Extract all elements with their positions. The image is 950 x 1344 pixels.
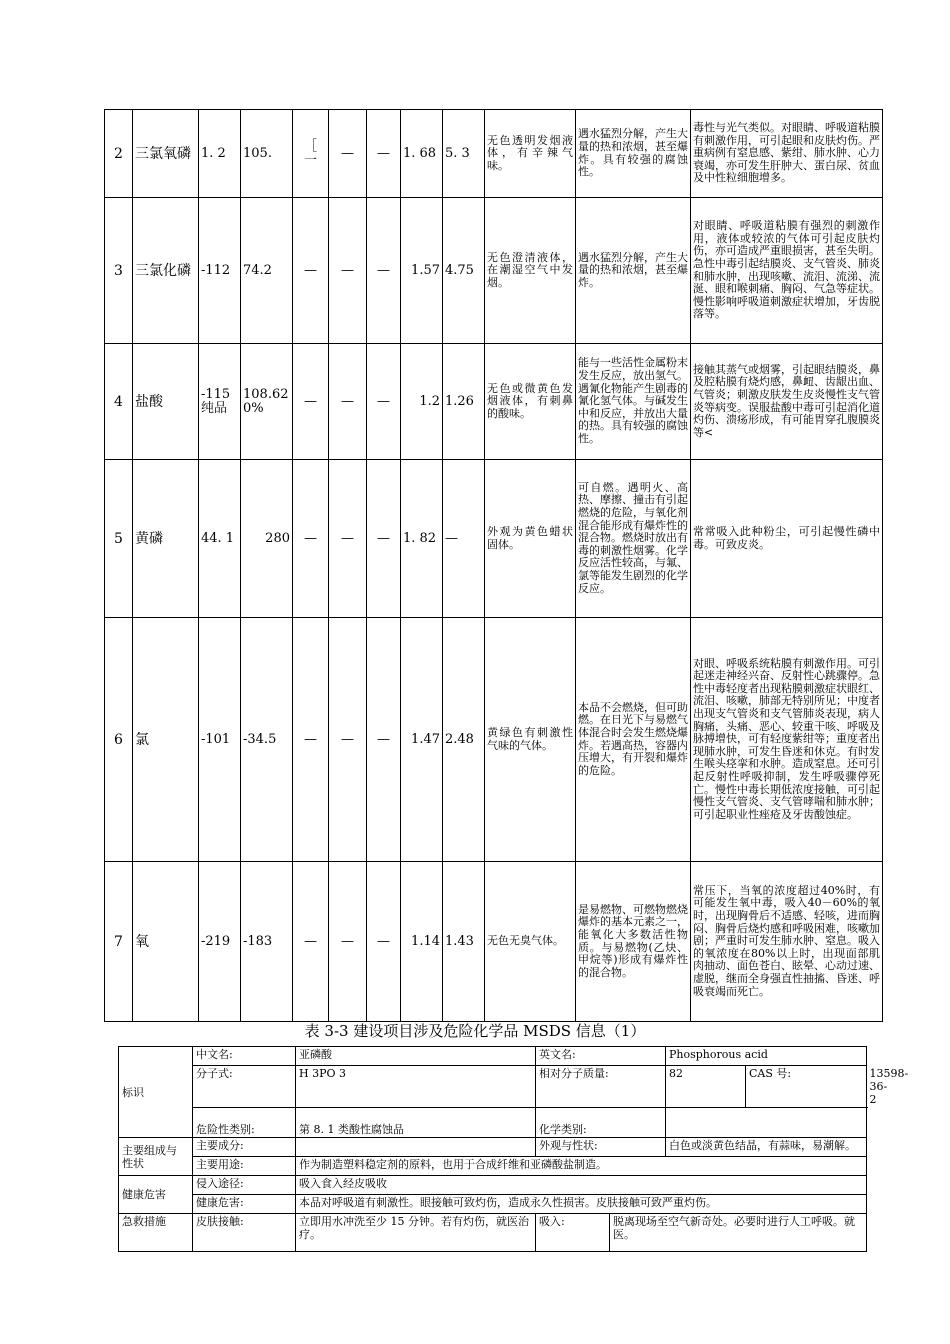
col-6: — bbox=[329, 862, 367, 1022]
health-text: 对眼睛、呼吸道粘膜有强烈的刺激作用，液体或较浓的气体可引起皮肤灼伤，亦可造成严重眼损害，甚至失明。急性中毒引起结膜炎、支气管炎、肺炎和肺水肿，出现咳嗽、流泪、流涕、流涎、眼和喉刺痛、胸闷、气急等症状。慢性影响呼吸道刺激症状增加，牙齿脱落等。 bbox=[691, 198, 883, 344]
skin-label: 皮肤接触: bbox=[193, 1214, 296, 1252]
danger-class-value: 第 8. 1 类酸性腐蚀品 bbox=[296, 1108, 536, 1138]
col-7: — bbox=[367, 198, 401, 344]
main-comp-value bbox=[296, 1138, 536, 1157]
boiling-point: 105. bbox=[241, 110, 293, 198]
relative-density: 1. 82 bbox=[401, 460, 443, 618]
table-row bbox=[105, 198, 883, 344]
relative-density: 1.14 bbox=[401, 862, 443, 1022]
melting-point: 44. 1 bbox=[199, 460, 241, 618]
health-text: 毒性与光气类似。对眼睛、呼吸道粘膜有刺激作用，可引起眼和皮肤灼伤。严重病例有窒息感、紫绀、肺水肿、心力衰竭，亦可发生肝肿大、蛋白尿、贫血及中性粒细胞增多。 bbox=[691, 110, 883, 198]
hazard-text: 能与一些活性金属粉末发生反应，放出氢气。遇氰化物能产生剧毒的氰化氢气体。与碱发生中和反应，并放出大量的热。具有较强的腐蚀性。 bbox=[576, 344, 691, 460]
health-text: 接触其蒸气或烟雾，引起眼结膜炎，鼻及腔粘膜有烧灼感，鼻衄、齿龈出血、气管炎；刺激皮肤发生皮炎慢性支气管炎等病变。误服盐酸中毒可引起消化道灼伤、溃疡形成，有可能胃穿孔腹膜炎等< bbox=[691, 344, 883, 460]
col-7: — bbox=[367, 618, 401, 862]
melting-point: -219 bbox=[199, 862, 241, 1022]
serial-number: 5 bbox=[105, 460, 133, 618]
appearance-text: 黄绿色有刺激性气味的气体。 bbox=[485, 618, 576, 862]
health-value: 本品对呼吸道有刺激性。眼接触可致灼伤，造成永久性损害。皮肤接触可致严重灼伤。 bbox=[296, 1195, 867, 1214]
section-identity: 标识 bbox=[119, 1047, 193, 1138]
relative-density: 1.57 bbox=[401, 198, 443, 344]
serial-number: 3 bbox=[105, 198, 133, 344]
appearance-value: 白色或淡黄色结晶，有蒜味，易潮解。 bbox=[666, 1138, 867, 1157]
col-5: — bbox=[293, 460, 329, 618]
melting-point: -101 bbox=[199, 618, 241, 862]
melting-point: 1. 2 bbox=[199, 110, 241, 198]
table-row bbox=[105, 344, 883, 460]
main-comp-label: 主要成分: bbox=[193, 1138, 296, 1157]
section-aid: 急救措施 bbox=[119, 1214, 193, 1252]
col-5: — bbox=[293, 862, 329, 1022]
hazard-text: 是易燃物、可燃物燃烧爆炸的基本元素之一，能氧化大多数活性物质。与易燃物(乙炔、甲烷等)形成有爆炸性的混合物。 bbox=[576, 862, 691, 1022]
chemical-name: 三氯化磷 bbox=[133, 198, 199, 344]
col-6: — bbox=[329, 460, 367, 618]
boiling-point: -34.5 bbox=[241, 618, 293, 862]
col-5: — bbox=[293, 618, 329, 862]
mw-value: 82 bbox=[666, 1066, 746, 1108]
use-value: 作为制造塑料稳定剂的原料，也用于合成纤维和亚磷酸盐制造。 bbox=[296, 1157, 867, 1176]
chemical-name: 三氯氧磷 bbox=[133, 110, 199, 198]
col-5: ［ 一 bbox=[293, 110, 329, 198]
appearance-text: 无色无臭气体。 bbox=[485, 862, 576, 1022]
table-row bbox=[105, 460, 883, 618]
relative-density: 1.2 bbox=[401, 344, 443, 460]
col-6: — bbox=[329, 198, 367, 344]
table-row bbox=[105, 618, 883, 862]
serial-number: 7 bbox=[105, 862, 133, 1022]
danger-class-label: 危险性类别: bbox=[193, 1108, 296, 1138]
col-6: — bbox=[329, 110, 367, 198]
section-health: 健康危害 bbox=[119, 1176, 193, 1214]
boiling-point: 280 bbox=[241, 460, 293, 618]
cn-name-label: 中文名: bbox=[193, 1047, 296, 1066]
en-name-label: 英文名: bbox=[536, 1047, 666, 1066]
appearance-text: 外观为黄色蜡状固体。 bbox=[485, 460, 576, 618]
health-label: 健康危害: bbox=[193, 1195, 296, 1214]
inhale-value: 脱离现场至空气新奇处。必要时进行人工呼吸。就医。 bbox=[610, 1214, 867, 1252]
section-composition: 主要组成与 性状 bbox=[119, 1138, 193, 1176]
hazard-text: 遇水猛烈分解，产生大量的热和浓烟，甚至爆炸。 bbox=[576, 198, 691, 344]
serial-number: 2 bbox=[105, 110, 133, 198]
vapor-density: 1.26 bbox=[443, 344, 485, 460]
use-label: 主要用途: bbox=[193, 1157, 296, 1176]
chemical-name: 盐酸 bbox=[133, 344, 199, 460]
melting-point: -112 bbox=[199, 198, 241, 344]
col-7: — bbox=[367, 460, 401, 618]
col-7: — bbox=[367, 344, 401, 460]
col-5: — bbox=[293, 198, 329, 344]
en-name-value: Phosphorous acid bbox=[666, 1047, 867, 1066]
col-6: — bbox=[329, 344, 367, 460]
serial-number: 6 bbox=[105, 618, 133, 862]
vapor-density: 5. 3 bbox=[443, 110, 485, 198]
hazard-text: 遇水猛烈分解，产生大量的热和浓烟，甚至爆炸。具有较强的腐蚀性。 bbox=[576, 110, 691, 198]
table-row bbox=[105, 110, 883, 198]
mw-label: 相对分子质量: bbox=[536, 1066, 666, 1108]
hazard-text: 可自燃。遇明火、高热、摩擦、撞击有引起燃烧的危险，与氧化剂混合能形成有爆炸性的混合物。燃烧时放出有毒的刺激性烟雾。化学反应活性较高，与氟、氯等能发生剧烈的化学反应。 bbox=[576, 460, 691, 618]
hazard-text: 本品不会燃烧，但可助燃。在日光下与易燃气体混合时会发生燃烧爆炸。若遇高热，容器内压增大，有开裂和爆炸的危险。 bbox=[576, 618, 691, 862]
chem-class-value bbox=[666, 1108, 867, 1138]
serial-number: 4 bbox=[105, 344, 133, 460]
col-7: — bbox=[367, 110, 401, 198]
appearance-text: 无色澄清液体，在潮湿空气中发烟。 bbox=[485, 198, 576, 344]
table-caption: 表 3-3 建设项目涉及危险化学品 MSDS 信息（1） bbox=[304, 1022, 646, 1040]
formula-value: H 3PO 3 bbox=[296, 1066, 536, 1108]
chemical-name: 氧 bbox=[133, 862, 199, 1022]
health-text: 常压下，当氧的浓度超过40%时，有可能发生氧中毒，吸入40－60%的氧时，出现胸骨后不适感、轻咳，进而胸闷、胸骨后烧灼感和呼吸困难，咳嗽加剧；严重时可发生肺水肿、窒息。吸入的氧浓度在80%以上时，出现面部肌肉抽动、面色苍白、眩晕、心动过速、虚脱，继而全身强直性抽搐、昏迷、呼吸衰竭而死亡。 bbox=[691, 862, 883, 1022]
melting-point: -115 纯品 bbox=[199, 344, 241, 460]
vapor-density: 4.75 bbox=[443, 198, 485, 344]
relative-density: 1.47 bbox=[401, 618, 443, 862]
chemical-name: 黄磷 bbox=[133, 460, 199, 618]
cas-label: CAS 号: bbox=[746, 1066, 867, 1108]
cn-name-value: 亚磷酸 bbox=[296, 1047, 536, 1066]
route-value: 吸入食入经皮吸收 bbox=[296, 1176, 867, 1195]
appearance-label: 外观与性状: bbox=[536, 1138, 666, 1157]
col-6: — bbox=[329, 618, 367, 862]
table-row bbox=[105, 862, 883, 1022]
msds-table: 标识 中文名: 亚磷酸 英文名: Phosphorous acid 分子式: H 3PO 3 相对分子质量: 82 CAS 号: 13598-36-2 危险性类别: 第 8. 1 类酸性腐蚀品 化学类别: 主要组成与 性状 主要成分: 外观与性状: 白色或淡黄色结晶，有蒜味，易潮解。 主要用途: 作为制造塑料稳定剂的原料，也用于合成纤维和亚磷酸盐制造。 健康危害 侵入途径: 吸入食入经皮吸收 健康危害: 本品对呼吸道有刺激性。眼接触可致灼伤，造成永久性损害。皮肤接触可致严重灼伤。 急救措施 皮肤接触: 立即用水冲洗至少 15 分钟。若有灼伤，就医治疗。 吸入: 脱离现场至空气新奇处。必要时进行人工呼吸。就医。 bbox=[118, 1046, 867, 1252]
boiling-point: -183 bbox=[241, 862, 293, 1022]
route-label: 侵入途径: bbox=[193, 1176, 296, 1195]
health-text: 对眼、呼吸系统粘膜有刺激作用。可引起迷走神经兴奋、反射性心跳骤停。急性中毒轻度者出现粘膜刺激症状眼红、流泪、咳嗽，肺部无特别所见；中度者出现支气管炎和支气管肺炎表现，病人胸痛，头痛、恶心、较重干咳、呼吸及脉搏增快，可有轻度紫绀等；重度者出现肺水肿，可发生昏迷和休克。有时发生喉头痉挛和水肿。造成窒息。还可引起反射性呼吸抑制，发生呼吸骤停死亡。慢性中毒长期低浓度接触，可引起慢性支气管炎、支气管哮喘和肺水肿；可引起职业性痤疮及牙齿酸蚀症。 bbox=[691, 618, 883, 862]
relative-density: 1. 68 bbox=[401, 110, 443, 198]
hazard-properties-table bbox=[104, 109, 883, 1022]
appearance-text: 无色透明发烟液体，有辛辣气味。 bbox=[485, 110, 576, 198]
col-7: — bbox=[367, 862, 401, 1022]
boiling-point: 74.2 bbox=[241, 198, 293, 344]
vapor-density: 1.43 bbox=[443, 862, 485, 1022]
health-text: 常常吸入此种粉尘，可引起慢性磷中毒。可致皮炎。 bbox=[691, 460, 883, 618]
inhale-label: 吸入: bbox=[536, 1214, 610, 1252]
formula-label: 分子式: bbox=[193, 1066, 296, 1108]
chemical-name: 氯 bbox=[133, 618, 199, 862]
appearance-text: 无色或微黄色发烟液体，有刺鼻的酸味。 bbox=[485, 344, 576, 460]
vapor-density: — bbox=[443, 460, 485, 618]
boiling-point: 108.62 0% bbox=[241, 344, 293, 460]
chem-class-label: 化学类别: bbox=[536, 1108, 666, 1138]
vapor-density: 2.48 bbox=[443, 618, 485, 862]
col-5: — bbox=[293, 344, 329, 460]
skin-value: 立即用水冲洗至少 15 分钟。若有灼伤，就医治疗。 bbox=[296, 1214, 536, 1252]
